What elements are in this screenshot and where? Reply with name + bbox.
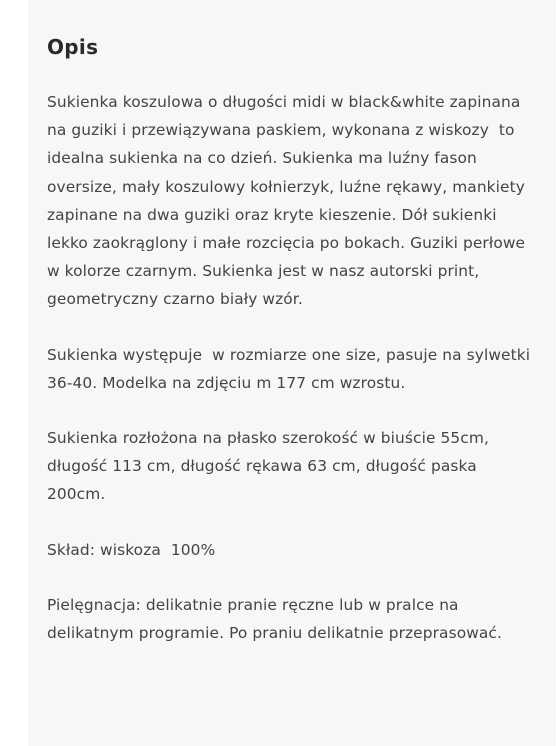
- description-paragraph-dimensions: Sukienka rozłożona na płasko szerokość w biuście 55cm, długość 113 cm, długość rękawa 63 cm, długość paska 200cm.: [47, 429, 494, 504]
- description-paragraph-size: Sukienka występuje w rozmiarze one size, pasuje na sylwetki 36-40. Modelka na zdjęciu m 177 cm wzrostu.: [47, 345, 536, 392]
- description-panel: [28, 0, 556, 746]
- description-paragraph-main: Sukienka koszulowa o długości midi w black&white zapinana na guziki i przewiązywana paskiem, wykonana z wiskozy to idealna sukienka na co dzień. Sukienka ma luźny fason oversize, mały koszulowy kołnierzyk, luźne rękawy, mankiety zapinane na dwa guziki oraz kryte kieszenie. Dół sukienki lekko zaokrąglony i małe rozcięcia po bokach. Guziki perłowe w kolorze czarnym. Sukienka jest w nasz autorski print, geometryczny czarno biały wzór.: [47, 93, 531, 309]
- description-paragraph-care: Pielęgnacja: delikatnie pranie ręczne lub w pralce na delikatnym programie. Po praniu delikatnie przeprasować.: [47, 595, 502, 643]
- description-paragraph-composition: Skład: wiskoza 100%: [47, 540, 216, 559]
- section-title: Opis: [47, 35, 99, 59]
- description-body: [47, 88, 536, 647]
